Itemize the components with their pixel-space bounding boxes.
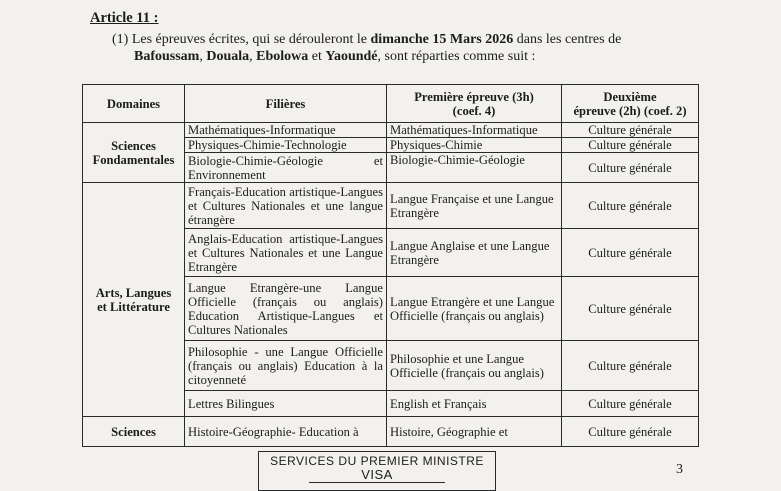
- filiere-cell: Philosophie - une Langue Officielle (français ou anglais) Education à la citoyenneté: [185, 341, 387, 391]
- intro-line-2: [112, 48, 722, 65]
- filiere-cell: Histoire-Géographie- Education à: [185, 417, 387, 447]
- stamp-line-2: VISA: [309, 468, 445, 483]
- deuxieme-epreuve-cell: Culture générale: [562, 341, 699, 391]
- stamp-line-1: SERVICES DU PREMIER MINISTRE: [270, 454, 484, 468]
- city-separator: ,: [249, 49, 257, 64]
- filiere-cell: Lettres Bilingues: [185, 391, 387, 417]
- visa-stamp: [258, 451, 496, 491]
- city-ebolowa: Ebolowa: [256, 49, 309, 64]
- domain-sciences-fondamentales: Sciences Fondamentales: [83, 123, 185, 183]
- filiere-cell: Physiques-Chimie-Technologie: [185, 138, 387, 153]
- premiere-epreuve-cell: Philosophie et une Langue Officielle (français ou anglais): [387, 341, 562, 391]
- deuxieme-epreuve-cell: Culture générale: [562, 277, 699, 341]
- city-separator: et: [308, 49, 326, 64]
- page-number: 3: [676, 462, 683, 477]
- article-title: Article 11 :: [90, 10, 159, 26]
- filiere-cell: Langue Etrangère-une Langue Officielle (français ou anglais) Education Artistique-Langues et Cultures Nationales: [185, 277, 387, 341]
- premiere-epreuve-cell: English et Français: [387, 391, 562, 417]
- header-row: [83, 85, 699, 123]
- deuxieme-epreuve-cell: Culture générale: [562, 123, 699, 138]
- header-filieres: Filières: [185, 85, 387, 123]
- table-row: [83, 183, 699, 229]
- header-premiere-epreuve: Première épreuve (3h) (coef. 4): [387, 85, 562, 123]
- filiere-cell: Français-Education artistique-Langues et Cultures Nationales et une langue étrangère: [185, 183, 387, 229]
- city-douala: Douala: [206, 49, 250, 64]
- header-deuxieme-epreuve: Deuxième épreuve (2h) (coef. 2): [562, 85, 699, 123]
- premiere-epreuve-cell: Mathématiques-Informatique: [387, 123, 562, 138]
- city-separator: ,: [199, 49, 207, 64]
- premiere-epreuve-cell: Langue Française et une Langue Etrangère: [387, 183, 562, 229]
- city-yaounde: Yaoundé: [325, 49, 378, 64]
- filiere-cell: Anglais-Education artistique-Langues et Cultures Nationales et une Langue Etrangère: [185, 229, 387, 277]
- deuxieme-epreuve-cell: Culture générale: [562, 391, 699, 417]
- deuxieme-epreuve-cell: Culture générale: [562, 183, 699, 229]
- domain-arts-langues-litterature: Arts, Langues et Littérature: [83, 183, 185, 417]
- table-row: [83, 417, 699, 447]
- intro-text-1: (1) Les épreuves écrites, qui se dérouleront le: [112, 32, 371, 47]
- intro-date: dimanche 15 Mars 2026: [370, 32, 514, 47]
- deuxieme-epreuve-cell: Culture générale: [562, 153, 699, 183]
- deuxieme-epreuve-cell: Culture générale: [562, 138, 699, 153]
- article-intro: [112, 31, 722, 65]
- premiere-epreuve-cell: Histoire, Géographie et: [387, 417, 562, 447]
- table-row: [83, 123, 699, 138]
- premiere-epreuve-cell: Physiques-Chimie: [387, 138, 562, 153]
- domain-sciences: Sciences: [83, 417, 185, 447]
- premiere-epreuve-cell: Langue Anglaise et une Langue Etrangère: [387, 229, 562, 277]
- filiere-cell: Biologie-Chimie-Géologie et Environnement: [185, 153, 387, 183]
- city-bafoussam: Bafoussam: [134, 49, 200, 64]
- premiere-epreuve-cell: Biologie-Chimie-Géologie: [387, 153, 562, 183]
- deuxieme-epreuve-cell: Culture générale: [562, 417, 699, 447]
- intro-text-2: dans les centres de: [513, 32, 622, 47]
- exam-schedule-table: [82, 84, 699, 447]
- deuxieme-epreuve-cell: Culture générale: [562, 229, 699, 277]
- filiere-cell: Mathématiques-Informatique: [185, 123, 387, 138]
- header-domaines: Domaines: [83, 85, 185, 123]
- premiere-epreuve-cell: Langue Etrangère et une Langue Officielle (français ou anglais): [387, 277, 562, 341]
- intro-end: , sont réparties comme suit :: [377, 49, 536, 64]
